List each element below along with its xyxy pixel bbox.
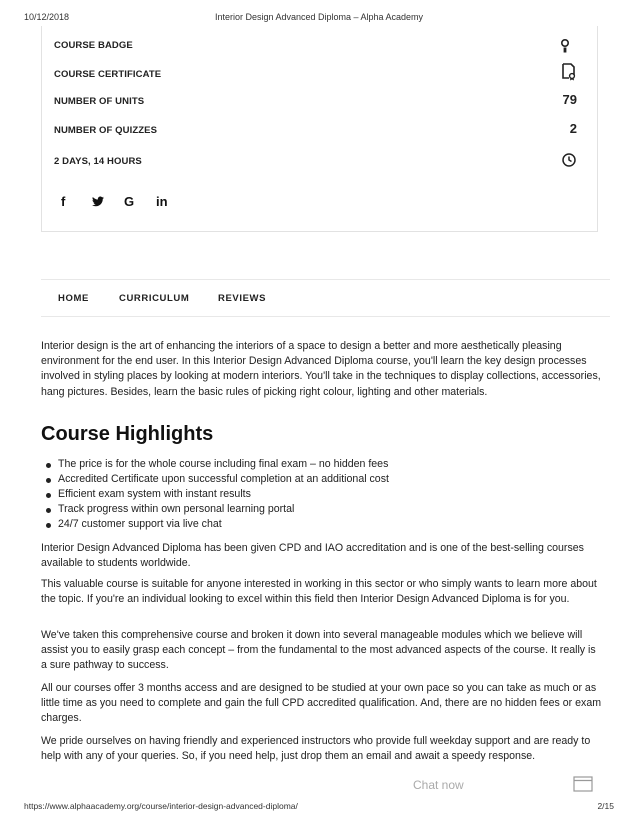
list-item: Efficient exam system with instant results (44, 487, 604, 502)
list-item: 24/7 customer support via live chat (44, 517, 604, 532)
badge-icon (559, 38, 575, 54)
print-footer (24, 801, 614, 813)
quizzes-row (54, 121, 577, 139)
print-header (24, 12, 614, 24)
tab-curriculum[interactable]: CURRICULUM (119, 293, 190, 304)
highlights-list (44, 457, 604, 532)
paragraph-access: All our courses offer 3 months access and are designed to be studied at your own pace so you can take as much or as little time as you need to complete and gain the full CPD accredited qualification. And, there are no hidden fees or exam charges. (41, 682, 602, 725)
quizzes-value: 2 (569, 121, 577, 136)
duration-row (54, 153, 577, 171)
course-badge-row (54, 37, 577, 55)
tab-home[interactable]: HOME (58, 293, 89, 304)
chat-window-icon[interactable] (573, 776, 593, 792)
course-certificate-label: COURSE CERTIFICATE (54, 69, 162, 80)
certificate-icon (561, 63, 577, 79)
print-date: 10/12/2018 (24, 12, 70, 22)
course-badge-label: COURSE BADGE (54, 40, 133, 51)
print-url: https://www.alphaacademy.org/course/interior-design-advanced-diploma/ (24, 801, 298, 811)
highlights-heading: Course Highlights (41, 423, 214, 445)
list-item: Track progress within own personal learning portal (44, 502, 604, 517)
chat-now-button[interactable]: Chat now (413, 778, 464, 792)
list-item: The price is for the whole course including final exam – no hidden fees (44, 457, 604, 472)
list-item: Accredited Certificate upon successful completion at an additional cost (44, 472, 604, 487)
duration-label: 2 DAYS, 14 HOURS (54, 156, 142, 167)
google-icon[interactable]: G (124, 194, 135, 209)
units-label: NUMBER OF UNITS (54, 96, 145, 107)
linkedin-icon[interactable]: in (156, 194, 168, 209)
paragraph-suitability: This valuable course is suitable for anyone interested in working in this sector or who simply wants to learn more about the topic. If you're an individual looking to excel within this field then Interior Design Advanced Diploma is for you. (41, 578, 597, 606)
print-page-number: 2/15 (597, 801, 614, 811)
course-certificate-row (54, 66, 577, 84)
course-tabs (41, 279, 610, 317)
paragraph-support: We pride ourselves on having friendly and experienced instructors who provide full weekday support and are ready to help with any of your queries. So, if you need help, just drop them an email and await a speedy response. (41, 735, 591, 763)
units-value: 79 (562, 92, 577, 107)
twitter-icon[interactable] (92, 195, 104, 210)
quizzes-label: NUMBER OF QUIZZES (54, 125, 158, 136)
paragraph-accreditation: Interior Design Advanced Diploma has been given CPD and IAO accreditation and is one of the best-selling courses available to students worldwide. (41, 542, 584, 570)
units-row (54, 92, 577, 110)
tab-reviews[interactable]: REVIEWS (218, 293, 267, 304)
facebook-icon[interactable]: f (61, 194, 66, 209)
print-page-title: Interior Design Advanced Diploma – Alpha Academy (214, 12, 424, 22)
paragraph-modules: We've taken this comprehensive course and broken it down into several manageable modules which we believe will assist you to easily grasp each concept – from the fundamental to the most advanced aspects of the course. It really is a sure pathway to success. (41, 629, 596, 672)
clock-icon (561, 152, 577, 168)
course-intro: Interior design is the art of enhancing the interiors of a space to design a better and more aesthetically pleasing environment for the end user. In this Interior Design Advanced Diploma course, you'll learn the key design processes involved in styling places by looking at modern interiors. You'll take in the techniques to display collections, accessories, hang pictures. Besides, learn the basic rules of picking right colour, lighting and other materials. (41, 340, 601, 398)
